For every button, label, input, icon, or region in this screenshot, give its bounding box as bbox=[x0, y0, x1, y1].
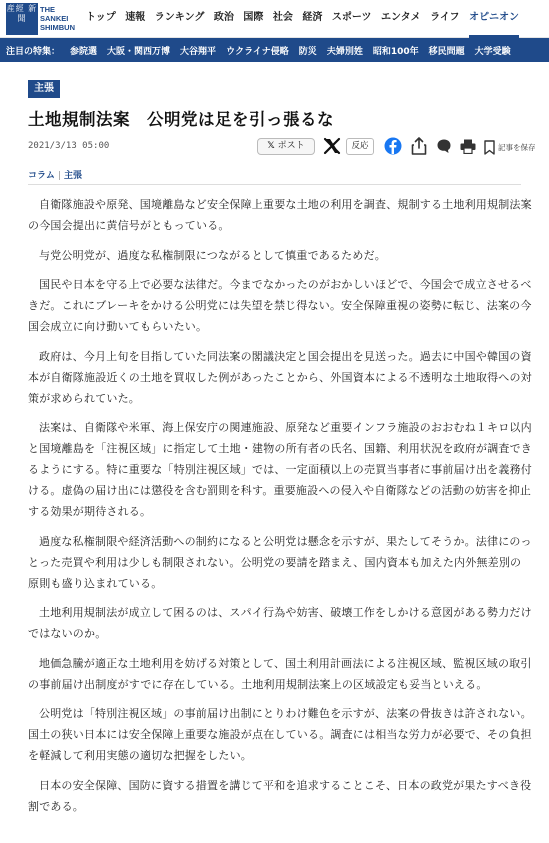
nav-item-10[interactable]: オピニオン bbox=[469, 0, 519, 38]
featured-topic-4[interactable]: 防災 bbox=[298, 46, 317, 57]
nav-item-6[interactable]: 経済 bbox=[302, 12, 323, 23]
site-header bbox=[0, 0, 549, 38]
featured-topic-7[interactable]: 移民問題 bbox=[428, 46, 465, 57]
article-title: 土地規制法案 公明党は足を引っ張るな bbox=[28, 110, 334, 129]
post-to-x-button[interactable] bbox=[257, 138, 315, 155]
nav-item-4[interactable]: 国際 bbox=[243, 12, 264, 23]
featured-topics-bar bbox=[0, 38, 549, 62]
breadcrumb bbox=[28, 168, 82, 181]
featured-topic-2[interactable]: 大谷翔平 bbox=[180, 46, 217, 57]
featured-topic-5[interactable]: 夫婦別姓 bbox=[326, 46, 363, 57]
x-logo-icon[interactable] bbox=[323, 137, 341, 155]
article-paragraph: 日本の安全保障、国防に資する措置を講じて平和を追求することこそ、日本の政党が果たすべき役割である。 bbox=[28, 778, 532, 813]
sankei-logo[interactable] bbox=[6, 3, 86, 35]
logo-mark: 産經 新聞 bbox=[6, 3, 38, 35]
category-tag[interactable]: 主張 bbox=[28, 80, 60, 98]
featured-topics-label: 注目の特集： bbox=[6, 46, 61, 57]
featured-topic-0[interactable]: 参院選 bbox=[70, 46, 98, 57]
article-paragraph: 政府は、今月上旬を目指していた同法案の閣議決定と国会提出を見送った。過去に中国や韓国の資本が自衛隊施設近くの土地を買収した例があったことから、外国資本による不透明な土地取得への対策が求められていた。 bbox=[28, 349, 532, 405]
article-paragraph: 与党公明党が、過度な私権制限につながるとして慎重であるためだ。 bbox=[39, 248, 386, 262]
logo-line-3: SHIMBUN bbox=[40, 23, 75, 32]
featured-topic-1[interactable]: 大阪・関西万博 bbox=[107, 46, 171, 57]
publish-date: 2021/3/13 05:00 bbox=[28, 141, 110, 151]
logo-line-1: THE bbox=[40, 5, 55, 14]
nav-item-3[interactable]: 政治 bbox=[213, 12, 234, 23]
article-paragraph: 法案は、自衛隊や米軍、海上保安庁の関連施設、原発など重要インフラ施設のおおむね１キロ以内と国境離島を「注視区域」に指定して土地・建物の所有者の氏名、国籍、利用状況を政府が調査できるようにする。特に重要な「特別注視区域」では、一定面積以上の売買当事者に事前届け出を義務付ける。虚偽の届け出には懲役を含む罰則を科す。重要施設への侵入や自衛隊などの活動の妨害を抑止する効果が期待される。 bbox=[28, 421, 532, 518]
article-paragraph: 国民や日本を守る上で必要な法律だ。今までなかったのがおかしいほどで、今国会で成立させるべきだ。これにブレーキをかける公明党には失望を禁じ得ない。安全保障重視の姿勢に転じ、法案の今国会成立に向け動いてもらいたい。 bbox=[28, 278, 532, 333]
header-divider bbox=[28, 184, 521, 185]
article-paragraph: 地価急騰が適正な土地利用を妨げる対策として、国土利用計画法による注視区域、監視区域の取引の事前届け出制度がすでに存在している。土地利用規制法案上の区域設定も妥当といえる。 bbox=[28, 656, 532, 691]
nav-item-5[interactable]: 社会 bbox=[272, 12, 293, 23]
share-icon[interactable] bbox=[411, 137, 427, 155]
nav-item-7[interactable]: スポーツ bbox=[331, 12, 372, 23]
featured-topic-8[interactable]: 大学受験 bbox=[474, 46, 511, 57]
nav-item-9[interactable]: ライフ bbox=[430, 12, 460, 23]
save-article-button[interactable] bbox=[484, 138, 536, 156]
article-paragraph: 自衛隊施設や原発、国境離島など安全保障上重要な土地の利用を調査、規制する土地利用規制法案の今国会提出に黄信号がともっている。 bbox=[28, 198, 532, 232]
nav-item-1[interactable]: 速報 bbox=[125, 12, 146, 23]
logo-wordmark bbox=[40, 5, 75, 32]
nav-item-0[interactable]: トップ bbox=[86, 12, 116, 23]
featured-topic-3[interactable]: ウクライナ侵略 bbox=[226, 46, 289, 57]
article-body bbox=[28, 194, 532, 825]
breadcrumb-item-editorial[interactable]: 主張 bbox=[63, 171, 82, 181]
reaction-button[interactable]: 反応 bbox=[346, 138, 374, 155]
bookmark-label: 記事を保存 bbox=[498, 142, 536, 152]
nav-item-2[interactable]: ランキング bbox=[154, 12, 205, 23]
bookmark-icon bbox=[484, 140, 495, 155]
logo-line-2: SANKEI bbox=[40, 14, 69, 23]
main-nav bbox=[86, 0, 529, 38]
article-paragraph: 過度な私権制限や経済活動への制約になると公明党は懸念を示すが、果たしてそうか。法律にのっとった売買や利用は少しも制限されない。公明党の要請を踏まえ、国内資本も加えた内外無差別の原則も盛り込まれている。 bbox=[28, 534, 532, 590]
nav-item-8[interactable]: エンタメ bbox=[381, 12, 421, 23]
x-small-icon: 𝕏 bbox=[267, 141, 275, 151]
breadcrumb-item-column[interactable]: コラム bbox=[28, 171, 55, 181]
post-label: ポスト bbox=[277, 141, 305, 151]
print-icon[interactable] bbox=[460, 139, 476, 154]
article-paragraph: 公明党は「特別注視区域」の事前届け出制にとりわけ難色を示すが、法案の骨抜きは許されない。国土の狭い日本には安全保障上重要な施設が点在している。調査には相当な労力が必要で、その負担を軽減して利用実態の適切な把握をしたい。 bbox=[28, 707, 532, 762]
facebook-icon[interactable] bbox=[384, 137, 402, 155]
comment-icon[interactable] bbox=[436, 138, 452, 154]
article-paragraph: 土地利用規制法が成立して困るのは、スパイ行為や妨害、破壊工作をしかける意図がある勢力だけではないのか。 bbox=[28, 606, 532, 640]
featured-topic-6[interactable]: 昭和100年 bbox=[372, 46, 419, 57]
breadcrumb-separator: | bbox=[57, 171, 61, 181]
